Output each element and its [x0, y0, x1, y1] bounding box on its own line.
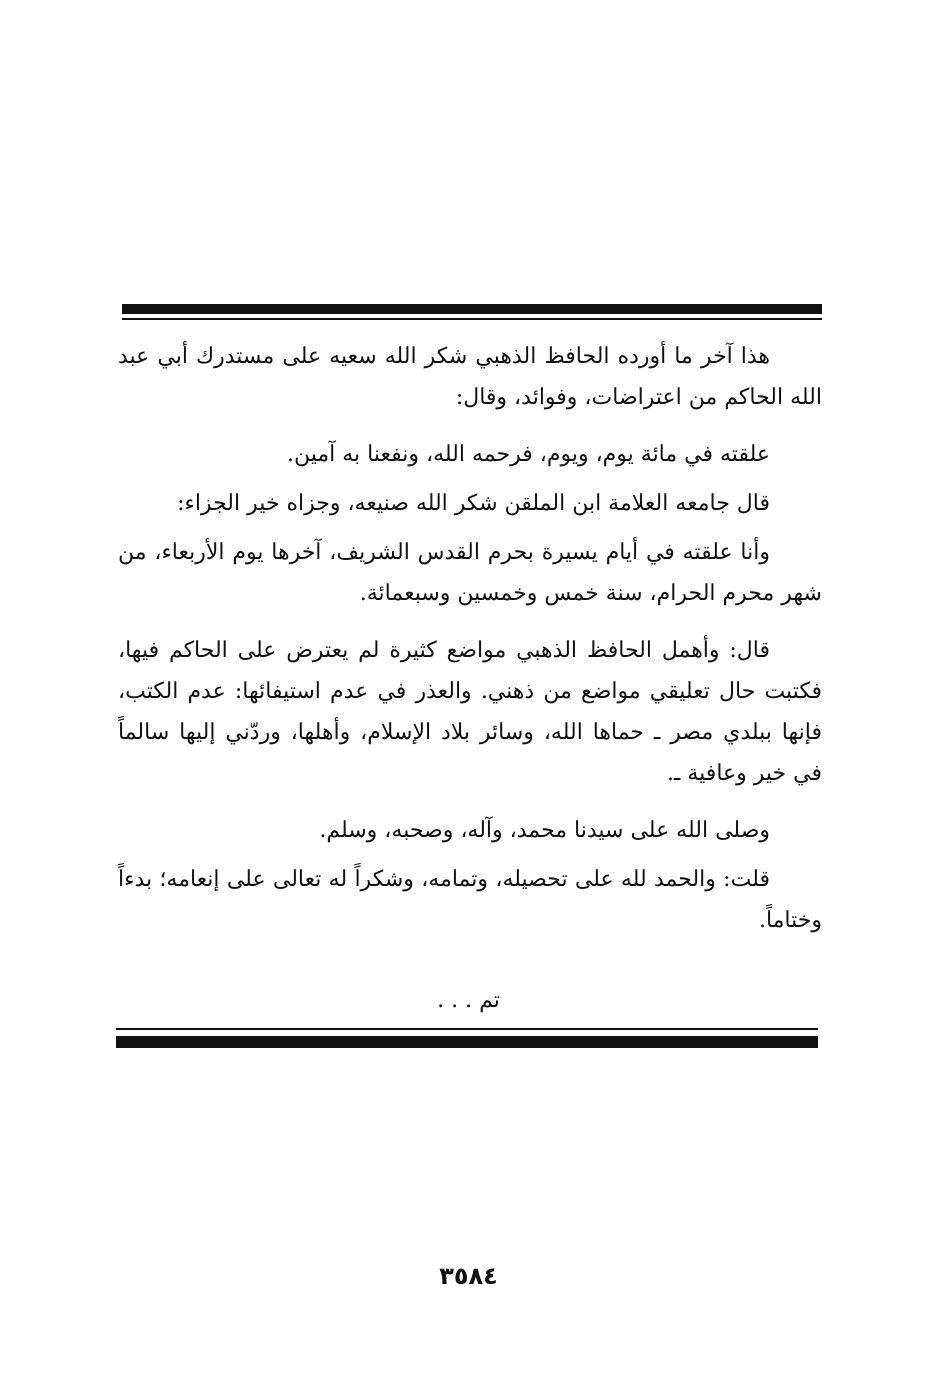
top-double-rule: [122, 304, 822, 322]
top-rule-thin-line: [122, 318, 822, 320]
top-rule-thick-line: [122, 304, 822, 314]
paragraph-6: وصلى الله على سيدنا محمد، وآله، وصحبه، وسلم.: [319, 818, 770, 843]
page-number: ٣٥٨٤: [439, 1262, 498, 1290]
paragraph-1: هذا آخر ما أورده الحافظ الذهبي شكر الله سعيه على مستدرك أبي عبد الله الحاكم من اعتراضات، وفوائد، وقال:: [118, 344, 822, 410]
bottom-rule-thick-line: [116, 1036, 818, 1048]
bottom-double-rule: [116, 1028, 818, 1050]
paragraph-5: قال: وأهمل الحافظ الذهبي مواضع كثيرة لم يعترض على الحاكم فيها، فكتبت حال تعليقي مواضع من ذهني. والعذر في عدم استيفائها: عدم الكتب، فإنها ببلدي مصر ـ حماها الله، وسائر بلاد الإسلام، وأهلها، وردّني إليها سالماً في خير وعافية ـ.: [118, 638, 822, 786]
paragraph-3: قال جامعه العلامة ابن الملقن شكر الله صنيعه، وجزاه خير الجزاء:: [177, 491, 770, 516]
paragraph-4: وأنا علقته في أيام يسيرة بحرم القدس الشريف، آخرها يوم الأربعاء، من شهر محرم الحرام، سنة خمس وخمسين وسبعمائة.: [118, 540, 822, 606]
paragraph-7: قلت: والحمد لله على تحصيله، وتمامه، وشكراً له تعالى على إنعامه؛ بدءاً وختاماً.: [118, 867, 822, 933]
bottom-rule-thin-line: [116, 1028, 818, 1030]
body-text: [118, 336, 822, 957]
paragraph-2: علقته في مائة يوم، ويوم، فرحمه الله، ونفعنا به آمين.: [286, 442, 770, 467]
end-mark: تم . . .: [437, 988, 500, 1013]
